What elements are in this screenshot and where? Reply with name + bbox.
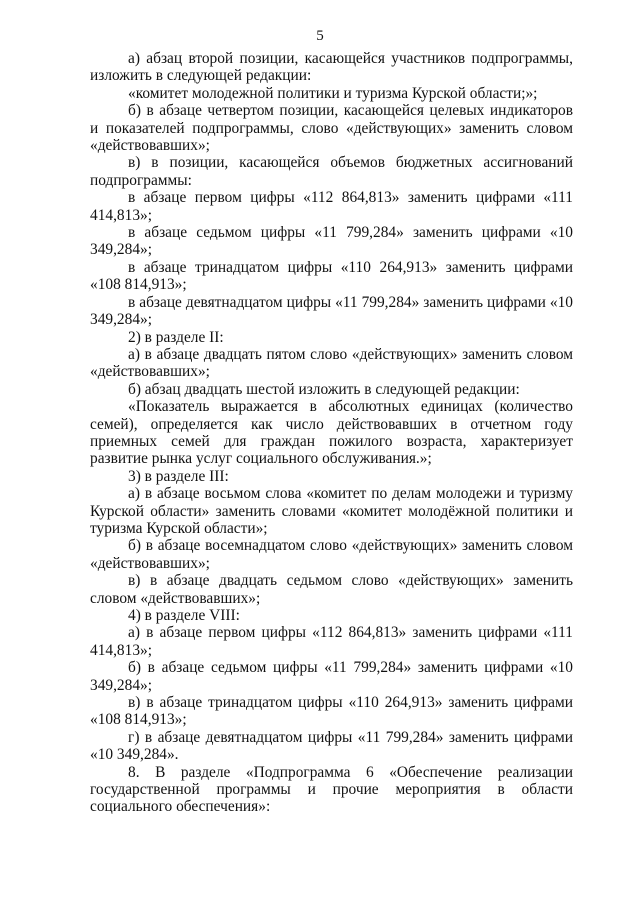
paragraph: в) в абзаце тринадцатом цифры «110 264,913» заменить цифрами «108 814,913»; <box>90 694 573 729</box>
paragraph: б) в абзаце четвертом позиции, касающейся целевых индикаторов и показателей подпрограммы, слово «действующих» заменить словом «действовавших»; <box>90 102 573 155</box>
paragraph: а) в абзаце восьмом слова «комитет по делам молодежи и туризму Курской области» заменить словами «комитет молодёжной политики и туризма Курской области»; <box>90 485 573 537</box>
paragraph: а) абзац второй позиции, касающейся участников подпрограммы, изложить в следующей редакции: <box>90 50 573 85</box>
paragraph: «Показатель выражается в абсолютных единицах (количество семей), определяется как число действовавших в отчетном году приемных семей для граждан пожилого возраста, характеризует развитие рынка услуг социального обслуживания.»; <box>90 398 573 468</box>
document-body <box>90 50 573 816</box>
paragraph: б) в абзаце восемнадцатом слово «действующих» заменить словом «действовавших»; <box>90 537 573 572</box>
paragraph: в) в позиции, касающейся объемов бюджетных ассигнований подпрограммы: <box>90 154 573 189</box>
paragraph: б) в абзаце седьмом цифры «11 799,284» заменить цифрами «10 349,284»; <box>90 659 573 694</box>
paragraph: б) абзац двадцать шестой изложить в следующей редакции: <box>128 380 520 398</box>
paragraph: 2) в разделе II: <box>128 328 224 346</box>
paragraph: «комитет молодежной политики и туризма Курской области;»; <box>128 84 538 102</box>
paragraph: в) в абзаце двадцать седьмом слово «действующих» заменить словом «действовавших»; <box>90 572 573 607</box>
page-number: 5 <box>316 28 324 44</box>
paragraph: 3) в разделе III: <box>128 467 229 485</box>
paragraph: 8. В разделе «Подпрограмма 6 «Обеспечение реализации государственной программы и прочие мероприятия в области социального обеспечения»: <box>90 763 573 816</box>
paragraph: в абзаце седьмом цифры «11 799,284» заменить цифрами «10 349,284»; <box>90 224 573 259</box>
paragraph: а) в абзаце двадцать пятом слово «действующих» заменить словом «действовавших»; <box>90 345 573 381</box>
paragraph: 4) в разделе VIII: <box>128 607 240 624</box>
paragraph: а) в абзаце первом цифры «112 864,813» заменить цифрами «111 414,813»; <box>90 624 573 659</box>
paragraph: в абзаце девятнадцатом цифры «11 799,284» заменить цифрами «10 349,284»; <box>90 293 573 329</box>
paragraph: в абзаце тринадцатом цифры «110 264,913» заменить цифрами «108 814,913»; <box>90 258 573 294</box>
paragraph: г) в абзаце девятнадцатом цифры «11 799,284» заменить цифрами «10 349,284». <box>90 728 573 764</box>
paragraph: в абзаце первом цифры «112 864,813» заменить цифрами «111 414,813»; <box>90 189 573 224</box>
